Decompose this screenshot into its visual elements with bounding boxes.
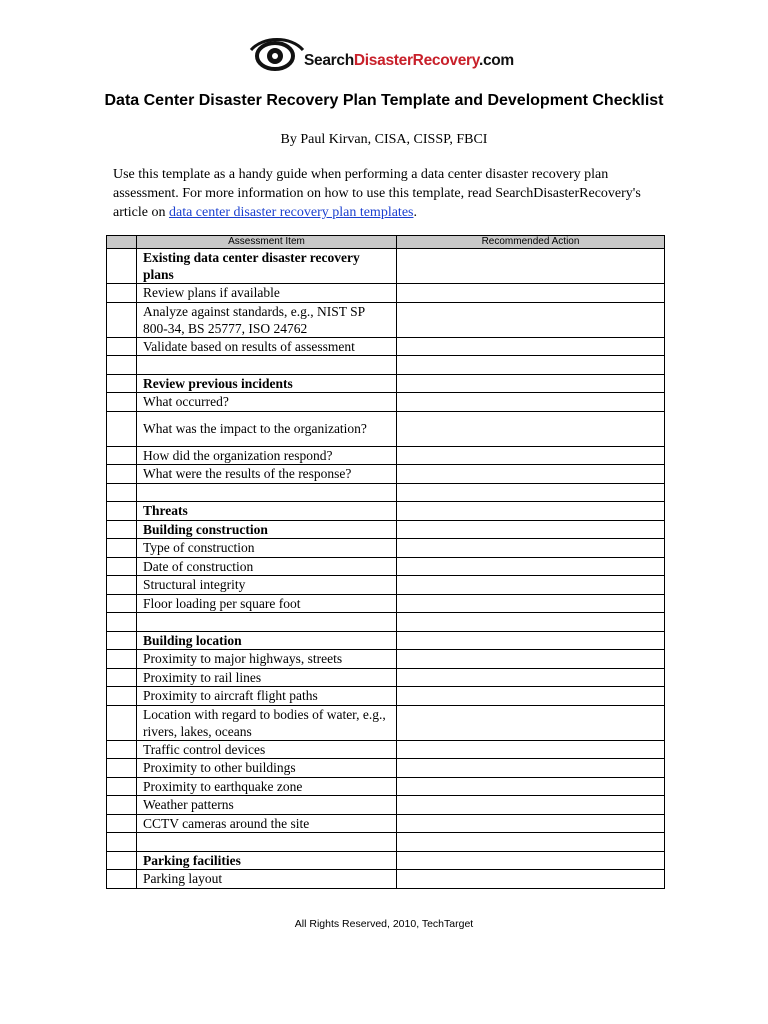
assessment-item-cell: Location with regard to bodies of water, e.g., rivers, lakes, oceans xyxy=(137,705,397,740)
logo-text-main: Search xyxy=(304,52,354,69)
row-number-cell xyxy=(107,502,137,521)
row-number-cell xyxy=(107,687,137,706)
table-row xyxy=(107,393,665,412)
recommended-action-cell[interactable] xyxy=(397,465,665,484)
recommended-action-cell[interactable] xyxy=(397,740,665,759)
row-number-cell xyxy=(107,814,137,833)
header-assessment-item: Assessment Item xyxy=(137,236,397,249)
recommended-action-cell[interactable] xyxy=(397,870,665,889)
recommended-action-cell[interactable] xyxy=(397,483,665,502)
table-row xyxy=(107,668,665,687)
recommended-action-cell[interactable] xyxy=(397,796,665,815)
assessment-item-cell: Structural integrity xyxy=(137,576,397,595)
site-logo[interactable] xyxy=(249,34,514,78)
recommended-action-cell[interactable] xyxy=(397,631,665,650)
row-number-cell xyxy=(107,374,137,393)
row-number-cell xyxy=(107,483,137,502)
table-row xyxy=(107,302,665,337)
recommended-action-cell[interactable] xyxy=(397,576,665,595)
table-row xyxy=(107,520,665,539)
table-row xyxy=(107,613,665,632)
table-row xyxy=(107,814,665,833)
recommended-action-cell[interactable] xyxy=(397,557,665,576)
intro-text: Use this template as a handy guide when performing a data center disaster recovery plan assessment. For more information on how to use this template, read SearchDisasterRecovery's article on xyxy=(113,167,641,220)
row-number-cell xyxy=(107,337,137,356)
assessment-item-cell: Proximity to other buildings xyxy=(137,759,397,778)
table-row xyxy=(107,249,665,284)
table-row xyxy=(107,740,665,759)
assessment-item-cell: Validate based on results of assessment xyxy=(137,337,397,356)
row-number-cell xyxy=(107,594,137,613)
row-number-cell xyxy=(107,833,137,852)
assessment-item-cell: Traffic control devices xyxy=(137,740,397,759)
recommended-action-cell[interactable] xyxy=(397,302,665,337)
row-number-cell xyxy=(107,284,137,303)
recommended-action-cell[interactable] xyxy=(397,687,665,706)
assessment-item-cell: What were the results of the response? xyxy=(137,465,397,484)
assessment-item-cell: Review plans if available xyxy=(137,284,397,303)
table-row xyxy=(107,759,665,778)
recommended-action-cell[interactable] xyxy=(397,833,665,852)
row-number-cell xyxy=(107,356,137,375)
templates-article-link[interactable]: data center disaster recovery plan templates xyxy=(168,205,414,220)
section-heading-cell: Threats xyxy=(137,502,397,521)
assessment-item-cell xyxy=(137,356,397,375)
logo-wordmark xyxy=(304,52,514,70)
assessment-checklist-table xyxy=(106,235,665,889)
section-heading-cell: Building location xyxy=(137,631,397,650)
assessment-item-cell: CCTV cameras around the site xyxy=(137,814,397,833)
recommended-action-cell[interactable] xyxy=(397,759,665,778)
header-number xyxy=(107,236,137,249)
recommended-action-cell[interactable] xyxy=(397,851,665,870)
recommended-action-cell[interactable] xyxy=(397,249,665,284)
table-row xyxy=(107,833,665,852)
section-heading-cell: Parking facilities xyxy=(137,851,397,870)
recommended-action-cell[interactable] xyxy=(397,539,665,558)
table-row xyxy=(107,705,665,740)
row-number-cell xyxy=(107,796,137,815)
row-number-cell xyxy=(107,539,137,558)
row-number-cell xyxy=(107,740,137,759)
section-heading-cell: Building construction xyxy=(137,520,397,539)
recommended-action-cell[interactable] xyxy=(397,814,665,833)
recommended-action-cell[interactable] xyxy=(397,650,665,669)
recommended-action-cell[interactable] xyxy=(397,446,665,465)
row-number-cell xyxy=(107,393,137,412)
author-byline: By Paul Kirvan, CISA, CISSP, FBCI xyxy=(280,132,488,147)
recommended-action-cell[interactable] xyxy=(397,356,665,375)
assessment-item-cell xyxy=(137,483,397,502)
recommended-action-cell[interactable] xyxy=(397,502,665,521)
section-heading-cell: Existing data center disaster recovery plans xyxy=(137,249,397,284)
table-row xyxy=(107,539,665,558)
table-header-row xyxy=(107,236,665,249)
assessment-item-cell: Proximity to rail lines xyxy=(137,668,397,687)
table-row xyxy=(107,631,665,650)
recommended-action-cell[interactable] xyxy=(397,705,665,740)
recommended-action-cell[interactable] xyxy=(397,411,665,446)
table-row xyxy=(107,796,665,815)
eye-logo-icon xyxy=(249,34,305,78)
logo-text-tail: .com xyxy=(478,52,514,69)
row-number-cell xyxy=(107,777,137,796)
assessment-item-cell xyxy=(137,833,397,852)
table-row xyxy=(107,356,665,375)
row-number-cell xyxy=(107,446,137,465)
assessment-item-cell: Weather patterns xyxy=(137,796,397,815)
table-row xyxy=(107,483,665,502)
row-number-cell xyxy=(107,705,137,740)
table-row xyxy=(107,576,665,595)
recommended-action-cell[interactable] xyxy=(397,374,665,393)
intro-paragraph xyxy=(113,165,658,222)
recommended-action-cell[interactable] xyxy=(397,613,665,632)
row-number-cell xyxy=(107,302,137,337)
assessment-item-cell xyxy=(137,613,397,632)
row-number-cell xyxy=(107,465,137,484)
table-row xyxy=(107,337,665,356)
row-number-cell xyxy=(107,851,137,870)
table-row xyxy=(107,465,665,484)
row-number-cell xyxy=(107,870,137,889)
recommended-action-cell[interactable] xyxy=(397,594,665,613)
table-row xyxy=(107,777,665,796)
assessment-item-cell: Floor loading per square foot xyxy=(137,594,397,613)
table-row xyxy=(107,650,665,669)
assessment-item-cell: What was the impact to the organization? xyxy=(137,411,397,446)
recommended-action-cell[interactable] xyxy=(397,777,665,796)
row-number-cell xyxy=(107,557,137,576)
intro-end: . xyxy=(413,205,417,220)
table-row xyxy=(107,502,665,521)
assessment-item-cell: What occurred? xyxy=(137,393,397,412)
table-row xyxy=(107,687,665,706)
recommended-action-cell[interactable] xyxy=(397,284,665,303)
recommended-action-cell[interactable] xyxy=(397,520,665,539)
assessment-item-cell: Proximity to earthquake zone xyxy=(137,777,397,796)
row-number-cell xyxy=(107,668,137,687)
table-row xyxy=(107,411,665,446)
copyright-footer: All Rights Reserved, 2010, TechTarget xyxy=(294,918,474,930)
assessment-item-cell: Analyze against standards, e.g., NIST SP 800-34, BS 25777, ISO 24762 xyxy=(137,302,397,337)
logo-text-accent: DisasterRecovery xyxy=(353,52,479,69)
table-row xyxy=(107,446,665,465)
assessment-item-cell: Date of construction xyxy=(137,557,397,576)
row-number-cell xyxy=(107,576,137,595)
row-number-cell xyxy=(107,759,137,778)
table-row xyxy=(107,851,665,870)
table-row xyxy=(107,870,665,889)
assessment-item-cell: How did the organization respond? xyxy=(137,446,397,465)
section-heading-cell: Review previous incidents xyxy=(137,374,397,393)
assessment-item-cell: Proximity to aircraft flight paths xyxy=(137,687,397,706)
assessment-item-cell: Parking layout xyxy=(137,870,397,889)
table-row xyxy=(107,284,665,303)
row-number-cell xyxy=(107,631,137,650)
row-number-cell xyxy=(107,411,137,446)
table-row xyxy=(107,594,665,613)
recommended-action-cell[interactable] xyxy=(397,668,665,687)
table-row xyxy=(107,374,665,393)
header-recommended-action: Recommended Action xyxy=(397,236,665,249)
recommended-action-cell[interactable] xyxy=(397,337,665,356)
recommended-action-cell[interactable] xyxy=(397,393,665,412)
row-number-cell xyxy=(107,249,137,284)
row-number-cell xyxy=(107,520,137,539)
row-number-cell xyxy=(107,613,137,632)
assessment-item-cell: Type of construction xyxy=(137,539,397,558)
row-number-cell xyxy=(107,650,137,669)
assessment-item-cell: Proximity to major highways, streets xyxy=(137,650,397,669)
table-row xyxy=(107,557,665,576)
document-title: Data Center Disaster Recovery Plan Template and Development Checklist xyxy=(104,92,664,109)
